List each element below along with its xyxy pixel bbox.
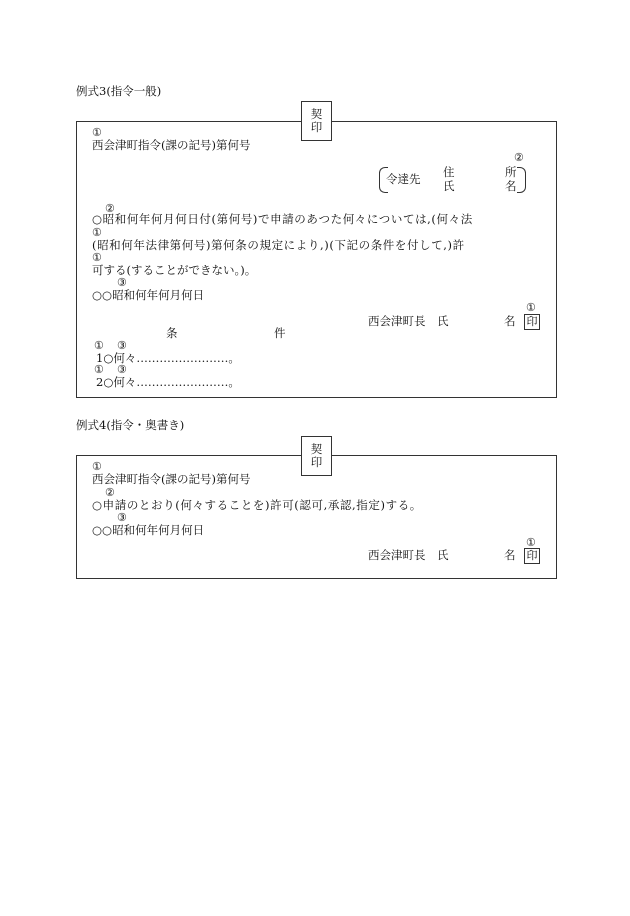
form3-body-line-3: 可する(することができない。)。 bbox=[92, 263, 257, 277]
form4-mark-2a: ② bbox=[105, 486, 115, 499]
form3-condition-2: 2○何々……………………。 bbox=[96, 375, 240, 389]
form3-mark-1a: ① bbox=[92, 126, 102, 139]
form4-signer-title: 西会津町長 氏 bbox=[368, 548, 449, 562]
form4-date-line: ○○昭和何年何月何日 bbox=[92, 523, 205, 537]
form3-mark-3a: ③ bbox=[117, 276, 127, 289]
form3-mark-1e: ① bbox=[94, 339, 104, 352]
form3-condition-1: 1○何々……………………。 bbox=[96, 351, 240, 365]
form3-date-line: ○○昭和何年何月何日 bbox=[92, 288, 205, 302]
form3-addr-ju: 住 bbox=[443, 165, 455, 179]
form3-mark-3c: ③ bbox=[117, 363, 127, 376]
right-brace-icon bbox=[517, 167, 526, 193]
form3-addr-shi: 氏 bbox=[443, 179, 455, 193]
form3-body-line-2: (昭和何年法律第何号)第何条の規定により,)(下記の条件を付して,)許 bbox=[92, 238, 465, 252]
form4-seal-char-1: 契 bbox=[310, 442, 323, 456]
form3-addr-mei: 名 bbox=[505, 179, 517, 193]
form3-seal-box bbox=[301, 101, 332, 141]
form4-body-line-1: ○申請のとおり(何々することを)許可(認可,承認,指定)する。 bbox=[92, 498, 422, 512]
form3-signer-name: 名 bbox=[504, 314, 516, 328]
form3-conditions-ken: 件 bbox=[274, 326, 286, 340]
form3-seal-char-1: 契 bbox=[310, 107, 323, 121]
form3-addr-sho: 所 bbox=[505, 165, 517, 179]
form3-mark-3b: ③ bbox=[117, 339, 127, 352]
form3-number-line: 西会津町指令(課の記号)第何号 bbox=[92, 138, 251, 152]
form3-body-line-1: ○昭和何年何月何日付(第何号)で申請のあつた何々については,(何々法 bbox=[92, 212, 473, 226]
form4-stamp-box: 印 bbox=[524, 548, 540, 564]
form3-conditions-jo: 条 bbox=[166, 326, 178, 340]
form3-stamp-box: 印 bbox=[524, 314, 540, 330]
form4-heading: 例式4(指令・奥書き) bbox=[76, 418, 185, 432]
form3-mark-2a: ② bbox=[514, 151, 524, 164]
form3-mark-1f: ① bbox=[94, 363, 104, 376]
form3-signer-title: 西会津町長 氏 bbox=[368, 314, 449, 328]
form3-mark-1d: ① bbox=[526, 301, 536, 314]
form3-mark-1c: ① bbox=[92, 251, 102, 264]
form3-addressee-label: 令達先 bbox=[386, 172, 421, 186]
form3-seal-char-2: 印 bbox=[310, 120, 323, 134]
form4-mark-1b: ① bbox=[526, 536, 536, 549]
form4-mark-3a: ③ bbox=[117, 511, 127, 524]
form4-mark-1a: ① bbox=[92, 460, 102, 473]
form4-seal-char-2: 印 bbox=[310, 455, 323, 469]
form3-heading: 例式3(指令一般) bbox=[76, 84, 162, 98]
form3-mark-1b: ① bbox=[92, 226, 102, 239]
form4-signer-name: 名 bbox=[504, 548, 516, 562]
form4-number-line: 西会津町指令(課の記号)第何号 bbox=[92, 472, 251, 486]
form4-seal-box bbox=[301, 436, 332, 476]
form3-mark-2b: ② bbox=[105, 202, 115, 215]
